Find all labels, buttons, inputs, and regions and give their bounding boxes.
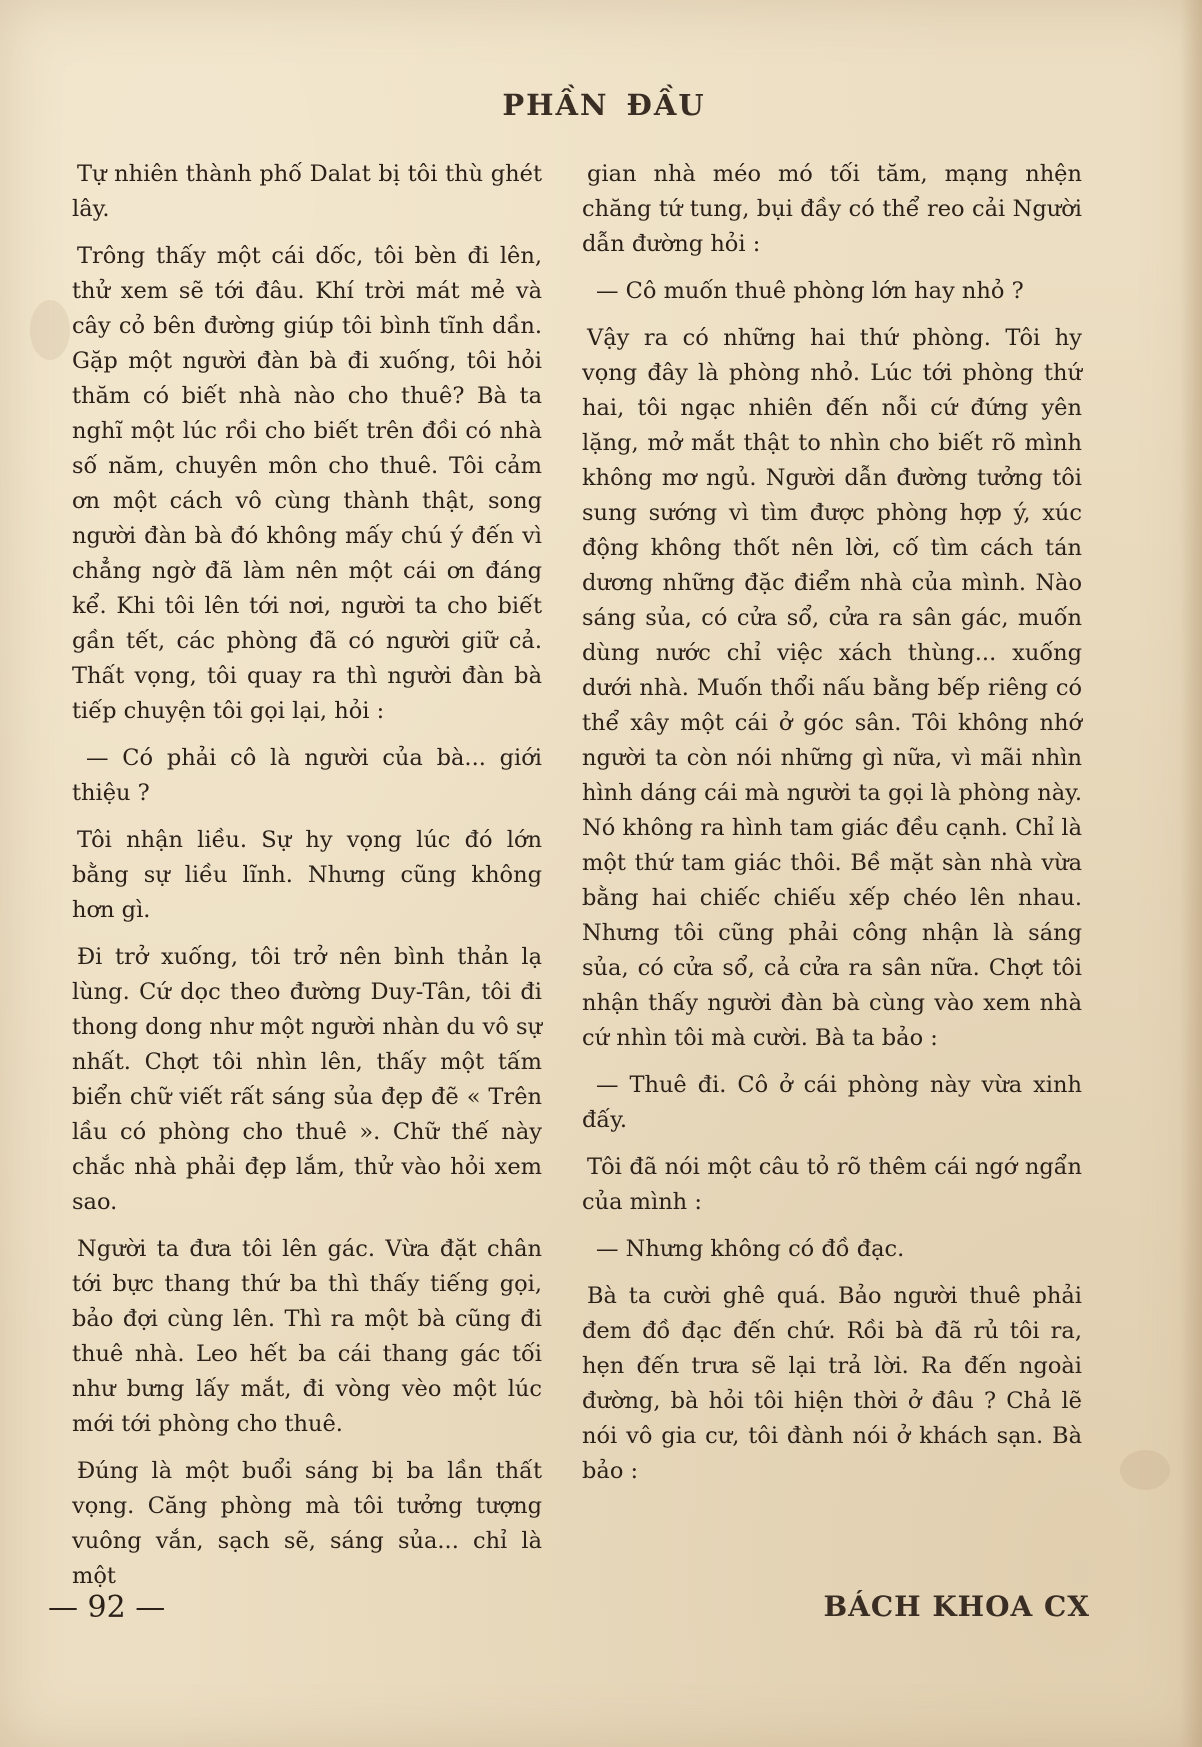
paragraph: Bà ta cười ghê quá. Bảo người thuê phải đem đồ đạc đến chứ. Rồi bà đã rủ tôi ra, hẹn đến trưa sẽ lại trả lời. Ra đến ngoài đường, bà hỏi tôi hiện thời ở đâu ? Chả lẽ nói vô gia cư, tôi đành nói ở khách sạn. Bà bảo : [582,1283,1082,1484]
paragraph: Tự nhiên thành phố Dalat bị tôi thù ghét lây. [72,161,542,222]
paragraph: Đúng là một buổi sáng bị ba lần thất vọng. Căng phòng mà tôi tưởng tượng vuông vắn, sạch sẽ, sáng sủa... chỉ là một [72,1458,542,1589]
left-column [72,157,542,1606]
page-edge-shadow [1180,0,1202,1747]
right-column [582,157,1082,1501]
running-head-right: ĐẦU [626,88,706,122]
paragraph: Vậy ra có những hai thứ phòng. Tôi hy vọng đây là phòng nhỏ. Lúc tới phòng thứ hai, tôi ngạc nhiên đến nỗi cứ đứng yên lặng, mở mắt thật to nhìn cho biết rõ mình không mơ ngủ. Người dẫn đường tưởng tôi sung sướng vì tìm được phòng hợp ý, xúc động không thốt nên lời, cố tìm cách tán dương những đặc điểm nhà của mình. Nào sáng sủa, có cửa sổ, cửa ra sân gác, muốn dùng nước chỉ việc xách thùng... xuống dưới nhà. Muốn thổi nấu bằng bếp riêng có thể xây một cái ở góc sân. Tôi không nhớ người ta còn nói những gì nữa, vì mãi nhìn hình dáng cái mà người ta gọi là phòng này. Nó không ra hình tam giác đều cạnh. Chỉ là một thứ tam giác thôi. Bề mặt sàn nhà vừa bằng hai chiếc chiếu xếp chéo lên nhau. Nhưng tôi cũng phải công nhận là sáng sủa, có cửa sổ, cả cửa ra sân nữa. Chợt tôi nhận thấy người đàn bà cùng vào xem nhà cứ nhìn tôi mà cười. Bà ta bảo : [582,325,1082,1051]
dialogue-line: — Cô muốn thuê phòng lớn hay nhỏ ? [596,278,1024,304]
paper-stain [30,300,70,360]
paragraph: Tôi nhận liều. Sự hy vọng lúc đó lớn bằng sự liều lĩnh. Nhưng cũng không hơn gì. [72,827,542,923]
running-head-left: PHẦN [502,88,609,122]
paragraph: Trông thấy một cái dốc, tôi bèn đi lên, thử xem sẽ tới đâu. Khí trời mát mẻ và cây cỏ bên đường giúp tôi bình tĩnh dần. Gặp một người đàn bà đi xuống, tôi hỏi thăm có biết nhà nào cho thuê? Bà ta nghĩ một lúc rồi cho biết trên đồi có nhà số năm, chuyên môn cho thuê. Tôi cảm ơn một cách vô cùng thành thật, song người đàn bà đó không mấy chú ý đến vì chẳng ngờ đã làm nên một cái ơn đáng kể. Khi tôi lên tới nơi, người ta cho biết gần tết, các phòng đã có người giữ cả. Thất vọng, tôi quay ra thì người đàn bà tiếp chuyện tôi gọi lại, hỏi : [72,243,542,724]
dialogue-line: — Thuê đi. Cô ở cái phòng này vừa xinh đấy. [582,1072,1082,1133]
paragraph: Đi trở xuống, tôi trở nên bình thản lạ lùng. Cứ dọc theo đường Duy-Tân, tôi đi thong dong như một người nhàn du vô sự nhất. Chợt tôi nhìn lên, thấy một tấm biển chữ viết rất sáng sủa đẹp đẽ « Trên lầu có phòng cho thuê ». Chữ thế này chắc nhà phải đẹp lắm, thử vào hỏi xem sao. [72,944,542,1215]
paragraph: Người ta đưa tôi lên gác. Vừa đặt chân tới bực thang thứ ba thì thấy tiếng gọi, bảo đợi cùng lên. Thì ra một bà cũng đi thuê nhà. Leo hết ba cái thang gác tối như bưng lấy mắt, đi vòng vèo một lúc mới tới phòng cho thuê. [72,1236,542,1437]
paper-stain [1120,1450,1170,1490]
dialogue-line: — Nhưng không có đồ đạc. [596,1236,905,1262]
paragraph: gian nhà méo mó tối tăm, mạng nhện chăng tứ tung, bụi đầy có thể reo cải Người dẫn đường hỏi : [582,161,1082,257]
paragraph: Tôi đã nói một câu tỏ rõ thêm cái ngớ ngẩn của mình : [582,1154,1082,1215]
page-number: — 92 — [48,1590,166,1625]
running-head [0,88,1202,122]
magazine-name: BÁCH KHOA CX [823,1590,1090,1623]
dialogue-line: — Có phải cô là người của bà... giới thiệu ? [72,745,542,806]
